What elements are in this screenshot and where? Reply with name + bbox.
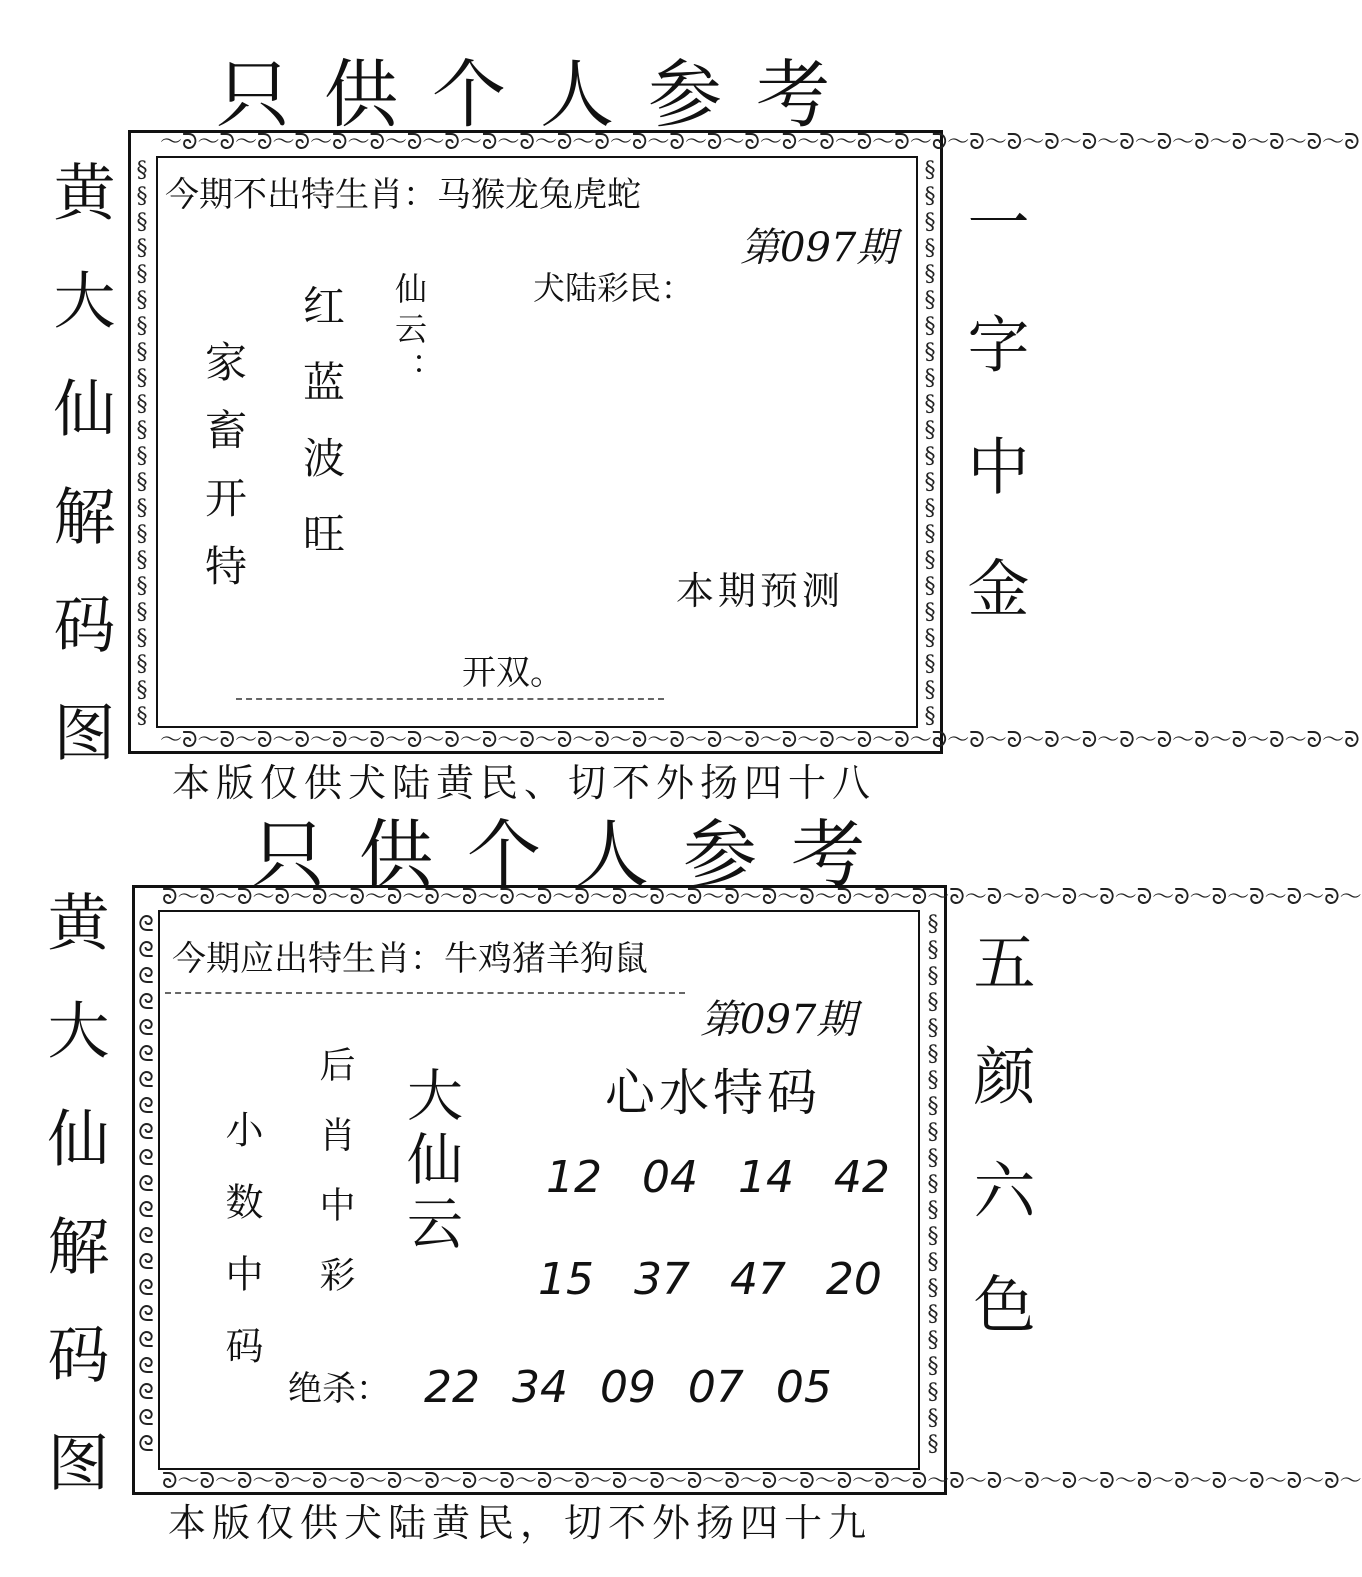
panel1-predict-label: 本期预测 [676, 569, 845, 613]
panel2-border-pattern-right: § § § § § § § § § § § § § § § § § § § § § [927, 912, 939, 1457]
panel2-kill-label: 绝杀： [288, 1369, 390, 1409]
panel2-right-vertical-title: 五颜六色 [963, 930, 1036, 1386]
panel2-issue-number: 第097期 [700, 997, 857, 1043]
panel1-border-pattern-left: § § § § § § § § § § § § § § § § § § § § § § [136, 158, 148, 729]
panel1-border-pattern-bottom: 〜ᘐ〜ᘐ〜ᘐ〜ᘐ〜ᘐ〜ᘐ〜ᘐ〜ᘐ〜ᘐ〜ᘐ〜ᘐ〜ᘐ〜ᘐ〜ᘐ〜ᘐ〜ᘐ〜ᘐ〜ᘐ〜ᘐ〜ᘐ〜ᘐ〜ᘐ〜ᘐ〜ᘐ〜ᘐ〜ᘐ〜ᘐ〜ᘐ〜ᘐ〜ᘐ〜ᘐ〜ᘐ [160, 728, 1360, 753]
panel2-dashed-line [165, 992, 685, 994]
panel2-heading: 只供个人参考 [251, 812, 899, 898]
panel1-source-label: 犬陆彩民： [533, 269, 694, 307]
panel2-border-pattern-bottom: ᘐ〜ᘐ〜ᘐ〜ᘐ〜ᘐ〜ᘐ〜ᘐ〜ᘐ〜ᘐ〜ᘐ〜ᘐ〜ᘐ〜ᘐ〜ᘐ〜ᘐ〜ᘐ〜ᘐ〜ᘐ〜ᘐ〜ᘐ〜ᘐ〜ᘐ〜ᘐ〜ᘐ〜ᘐ〜ᘐ〜ᘐ〜ᘐ〜ᘐ〜ᘐ〜ᘐ〜ᘐ〜 [162, 1469, 1362, 1494]
panel1-dashed-line [236, 698, 664, 700]
panel2-border-pattern-top: ᘐ〜ᘐ〜ᘐ〜ᘐ〜ᘐ〜ᘐ〜ᘐ〜ᘐ〜ᘐ〜ᘐ〜ᘐ〜ᘐ〜ᘐ〜ᘐ〜ᘐ〜ᘐ〜ᘐ〜ᘐ〜ᘐ〜ᘐ〜ᘐ〜ᘐ〜ᘐ〜ᘐ〜ᘐ〜ᘐ〜ᘐ〜ᘐ〜ᘐ〜ᘐ〜ᘐ〜ᘐ〜 [162, 885, 1362, 910]
panel1-answer: 开双。 [462, 653, 564, 693]
panel2-numbers-row2: 15 37 47 20 [538, 1254, 882, 1305]
panel1-right-vertical-title: 一字中金 [957, 190, 1030, 678]
panel2-kill-numbers: 22 34 09 07 05 [424, 1362, 832, 1413]
panel1-footer: 本版仅供犬陆黄民、切不外扬四十八 [172, 761, 877, 805]
panel1-color-column: 红蓝波旺 [297, 284, 346, 588]
panel2-footer: 本版仅供犬陆黄民，切不外扬四十九 [168, 1501, 873, 1545]
panel2-left-vertical-title: 黄大仙解码图 [37, 890, 110, 1538]
panel1-heading: 只供个人参考 [216, 52, 864, 138]
panel2-expected-zodiac-line: 今期应出特生肖：牛鸡猪羊狗鼠 [172, 939, 648, 979]
panel1-left-vertical-title: 黄大仙解码图 [43, 160, 116, 808]
panel2-daxian-column: 大仙云 [398, 1066, 463, 1258]
panel1-xianyun-column: 仙云： [390, 272, 428, 392]
panel1-issue-number: 第097期 [740, 225, 897, 271]
panel2-after-zodiac-column: 后肖中彩 [314, 1046, 355, 1326]
panel2-numbers-row1: 12 04 14 42 [546, 1152, 890, 1203]
panel2-small-number-column: 小数中码 [219, 1110, 263, 1398]
panel2-title-right: 心水特码 [605, 1064, 821, 1122]
panel1-animal-column: 家畜开特 [199, 340, 248, 612]
panel2-border-pattern-left: ᘓ ᘓ ᘓ ᘓ ᘓ ᘓ ᘓ ᘓ ᘓ ᘓ ᘓ ᘓ ᘓ ᘓ ᘓ ᘓ ᘓ ᘓ ᘓ ᘓ ᘓ [138, 912, 154, 1457]
panel1-excluded-zodiac-line: 今期不出特生肖：马猴龙兔虎蛇 [165, 175, 641, 215]
panel1-border-pattern-right: § § § § § § § § § § § § § § § § § § § § § § [924, 158, 936, 729]
panel1-border-pattern-top: 〜ᘐ〜ᘐ〜ᘐ〜ᘐ〜ᘐ〜ᘐ〜ᘐ〜ᘐ〜ᘐ〜ᘐ〜ᘐ〜ᘐ〜ᘐ〜ᘐ〜ᘐ〜ᘐ〜ᘐ〜ᘐ〜ᘐ〜ᘐ〜ᘐ〜ᘐ〜ᘐ〜ᘐ〜ᘐ〜ᘐ〜ᘐ〜ᘐ〜ᘐ〜ᘐ〜ᘐ〜ᘐ [160, 130, 1360, 155]
